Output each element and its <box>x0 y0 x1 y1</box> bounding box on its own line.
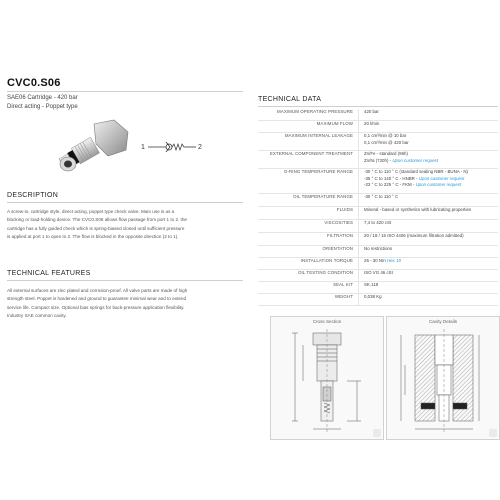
description-line: is applied at port 1 to open to 2. The flow is blocked in the opposite direction (2 to 1). <box>7 234 179 240</box>
symbol-port-left: 1 <box>141 144 145 151</box>
product-subtitle-1: SAE06 Cartridge - 420 bar <box>7 95 78 101</box>
features-line: All external surfaces are zinc plated and corrosion-proof. All valve parts are made of high <box>7 288 188 293</box>
cross-section-panel[interactable] <box>270 316 384 440</box>
product-title: CVC0.S06 <box>7 77 61 89</box>
table-row <box>258 282 498 294</box>
title-divider <box>7 91 243 92</box>
spec-key: MAXIMUM INTERNAL LEAKAGE <box>284 133 353 138</box>
upon-request-note: Upon customer request <box>415 182 462 187</box>
spec-value: 7,4 to 420 cSt <box>358 220 498 232</box>
spec-key: FLUIDS <box>336 207 353 212</box>
symbol-port-right: 2 <box>198 144 202 151</box>
spec-value: 20 l/min <box>358 121 498 132</box>
spec-key: O-RING TEMPERATURE RANGE <box>283 169 353 174</box>
spec-key: OIL TEMPERATURE RANGE <box>293 194 353 199</box>
table-row <box>258 194 498 207</box>
spec-value: -30 ° C to 110 ° C <box>358 194 498 206</box>
zoom-icon[interactable] <box>373 429 381 437</box>
spec-value: SK.118 <box>358 282 498 293</box>
description-heading: DESCRIPTION <box>7 192 59 199</box>
table-row <box>258 220 498 233</box>
features-line: Industry SAE common cavity. <box>7 313 67 319</box>
table-row <box>258 169 498 194</box>
spec-key: SEAL KIT <box>333 282 353 287</box>
technical-data-table <box>258 109 498 306</box>
cavity-details-title: Cavity Details <box>428 319 458 324</box>
hex-note: Hex 19 <box>386 258 401 263</box>
product-subtitle-2: Direct acting - Poppet type <box>7 104 78 110</box>
spec-key: MAXIMUM OPERATING PRESSURE <box>277 109 353 114</box>
cross-section-drawing <box>275 329 379 435</box>
spec-value: No restrictions <box>358 246 498 257</box>
table-row <box>258 207 498 220</box>
features-divider <box>7 280 243 281</box>
features-line: service life. Compact size. Optional bias springs for back-pressure application flexibility. <box>7 304 185 310</box>
spec-value: ISO VG 46 cSt <box>358 270 498 281</box>
spec-key: ORIENTATION <box>322 246 353 251</box>
spec-key: OIL TESTING CONDITION <box>297 270 353 275</box>
spec-value: 25 - 30 Nm Hex 19 <box>358 258 498 269</box>
features-line: strength steel. Poppet is hardened and ground to guarantee minimal wear and to extend <box>7 296 187 302</box>
spec-value: 420 bar <box>358 109 498 120</box>
spec-key: VISCOSITIES <box>324 220 353 225</box>
table-row <box>258 109 498 121</box>
spec-value: 0,038 Kg <box>358 294 498 305</box>
table-row <box>258 258 498 270</box>
spec-key: EXTERNAL COMPONENT TREATMENT <box>269 151 353 156</box>
description-text <box>7 208 252 242</box>
table-row <box>258 133 498 151</box>
spec-key: FILTRATION <box>327 233 353 238</box>
zoom-icon[interactable] <box>489 429 497 437</box>
technical-data-heading: TECHNICAL DATA <box>258 96 322 103</box>
cross-section-title: Cross Section <box>312 319 342 324</box>
spec-value: 0,1 cm³/min @ 10 bar 0,1 cm³/min @ 420 bar <box>358 133 498 150</box>
description-line: blocking or load-holding device. The CVC0.S06 allows flow passage from port 1 to 2. the <box>7 217 187 223</box>
features-heading: TECHNICAL FEATURES <box>7 270 91 277</box>
description-line: cartridge has a fully guided check which is spring-biased closed until sufficient pressure <box>7 225 185 231</box>
spec-value: 20 / 18 / 15 ISO 4406 (maximum filtration admitted) <box>358 233 498 245</box>
spec-key: MAXIMUM FLOW <box>316 121 353 126</box>
table-row <box>258 151 498 169</box>
cavity-details-panel[interactable] <box>386 316 500 440</box>
table-row <box>258 270 498 282</box>
table-row <box>258 121 498 133</box>
upon-request-note: Upon customer request <box>392 157 438 163</box>
spec-value: Mineral - based or synthetics with lubricating properties <box>358 207 498 219</box>
table-row <box>258 233 498 246</box>
description-divider <box>7 202 243 203</box>
features-text <box>7 287 252 321</box>
description-line: A screw-in, cartridge style, direct acting, poppet type check valve. Main use is as a <box>7 209 175 214</box>
spec-value: Zn/Fe - standard (96h) Zn/Ni (720h) - Upon customer request <box>358 151 498 168</box>
upon-request-note: Upon customer request <box>418 175 465 181</box>
table-row <box>258 294 498 306</box>
table-row <box>258 246 498 258</box>
cartridge-photo <box>52 118 132 180</box>
spec-key: INSTALLATION TORQUE <box>300 258 353 263</box>
spec-key: WEIGHT <box>334 294 353 299</box>
spec-value: -30 ° C to 110 ° C (standard sealing NBR - BUNA - N) -35 ° C to 140 ° C - HNBR - Upon customer request -23 ° C to 225 ° C - FKM - Upon customer request <box>358 169 498 193</box>
check-valve-symbol <box>136 139 208 155</box>
technical-data-divider <box>258 106 498 107</box>
cavity-details-drawing <box>391 329 495 435</box>
